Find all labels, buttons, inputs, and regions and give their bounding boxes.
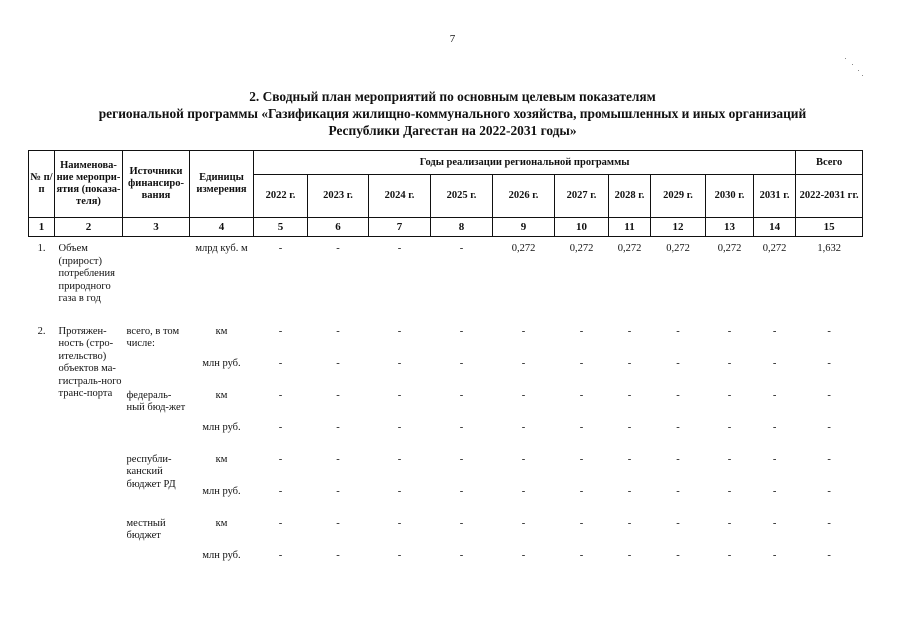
column-number: 2 (55, 218, 123, 237)
year-value: - (397, 357, 402, 369)
year-value: - (727, 485, 732, 497)
year-value: - (772, 485, 777, 497)
header-unit: Единицы измерения (190, 151, 254, 218)
header-total-period: 2022-2031 гг. (796, 175, 863, 218)
year-value: - (397, 549, 402, 561)
funding-source: республи-канский бюджет РД (126, 453, 176, 490)
year-value: - (727, 389, 732, 401)
year-value: - (727, 549, 732, 561)
year-value: - (772, 549, 777, 561)
year-value: - (397, 389, 402, 401)
header-year: 2027 г. (555, 175, 609, 218)
year-value: - (772, 421, 777, 433)
year-value: - (459, 453, 464, 465)
header-num: № п/п (29, 151, 55, 218)
year-value: 0,272 (617, 243, 642, 254)
year-value: - (336, 357, 340, 369)
targets-table (28, 150, 863, 576)
column-number: 15 (796, 218, 863, 237)
year-value: - (397, 453, 402, 465)
year-value: - (676, 357, 680, 369)
year-value: - (521, 421, 526, 433)
year-value: - (278, 549, 283, 561)
unit: млн руб. (202, 549, 241, 561)
year-value: - (676, 325, 680, 337)
total-value: - (827, 421, 831, 433)
year-value: - (459, 549, 464, 561)
year-value: - (627, 389, 632, 401)
year-value: 0,272 (762, 243, 787, 254)
year-value: - (772, 453, 777, 465)
year-value: - (579, 517, 584, 529)
unit: км (215, 453, 228, 465)
year-value: - (278, 325, 283, 337)
year-value: - (676, 453, 680, 465)
year-value: - (459, 389, 464, 401)
column-number: 13 (706, 218, 754, 237)
table-row (29, 320, 863, 352)
title-line-1: 2. Сводный план мероприятий по основным целевым показателям (249, 89, 656, 104)
header-year: 2030 г. (706, 175, 754, 218)
year-value: - (579, 357, 584, 369)
year-value: - (579, 421, 584, 433)
year-value: 0,272 (569, 243, 594, 254)
year-value: - (676, 517, 680, 529)
table-row (29, 384, 863, 416)
row-number: 2. (37, 325, 46, 337)
year-value: - (397, 485, 402, 497)
header-years-group: Годы реализации региональной программы (254, 151, 796, 175)
title-line-3: Республики Дагестан на 2022-2031 годы» (328, 123, 577, 138)
year-value: - (627, 485, 632, 497)
column-number: 8 (431, 218, 493, 237)
year-value: - (727, 421, 732, 433)
column-number: 3 (123, 218, 190, 237)
year-value: - (397, 325, 402, 337)
funding-source (123, 237, 190, 306)
year-value: - (579, 389, 584, 401)
header-year: 2028 г. (609, 175, 651, 218)
unit: млрд куб. м (195, 243, 248, 254)
unit: млн руб. (202, 357, 241, 369)
table-row (29, 448, 863, 480)
year-value: - (727, 517, 732, 529)
year-value: - (459, 517, 464, 529)
column-number: 11 (609, 218, 651, 237)
total-value: - (827, 357, 831, 369)
column-number: 9 (493, 218, 555, 237)
table-row (29, 237, 863, 306)
header-year: 2023 г. (308, 175, 369, 218)
year-value: - (278, 485, 283, 497)
column-number: 7 (369, 218, 431, 237)
year-value: - (278, 517, 283, 529)
year-value: - (336, 325, 340, 337)
year-value: - (459, 357, 464, 369)
unit: км (215, 517, 228, 529)
column-number: 14 (754, 218, 796, 237)
header-name: Наименова-ние меропри-ятия (показа-теля) (55, 151, 123, 218)
total-value: - (827, 325, 831, 337)
unit: км (215, 325, 228, 337)
year-value: - (627, 357, 632, 369)
year-value: - (772, 357, 777, 369)
column-number: 6 (308, 218, 369, 237)
column-number: 5 (254, 218, 308, 237)
year-value: - (459, 421, 464, 433)
funding-source: федераль-ный бюд-жет (126, 389, 186, 413)
title-line-2: региональной программы «Газификация жилищно-коммунального хозяйства, промышленных и иных организаций (98, 106, 807, 121)
table-row (29, 512, 863, 544)
year-value: - (336, 389, 340, 401)
year-value: - (278, 243, 283, 254)
column-number: 12 (651, 218, 706, 237)
year-value: - (521, 485, 526, 497)
year-value: - (397, 421, 402, 433)
year-value: - (627, 325, 632, 337)
total-value: 1,632 (817, 243, 841, 254)
year-value: - (727, 453, 732, 465)
year-value: - (459, 325, 464, 337)
indicator-name: Протяжен-ность (стро-ительство) объектов ма-гистраль-ного транс-порта (58, 325, 122, 399)
total-value: - (827, 549, 831, 561)
year-value: - (727, 357, 732, 369)
year-value: - (278, 357, 283, 369)
header-source: Источники финансиро-вания (123, 151, 190, 218)
year-value: - (627, 549, 632, 561)
column-number: 1 (29, 218, 55, 237)
header-year: 2022 г. (254, 175, 308, 218)
year-value: - (278, 421, 283, 433)
header-year: 2026 г. (493, 175, 555, 218)
year-value: - (579, 485, 584, 497)
unit: км (215, 389, 228, 401)
year-value: - (627, 453, 632, 465)
year-value: - (627, 517, 632, 529)
year-value: - (336, 517, 340, 529)
funding-source: всего, в том числе: (126, 325, 180, 349)
column-number: 4 (190, 218, 254, 237)
funding-source: местный бюджет (126, 517, 166, 541)
year-value: - (579, 325, 584, 337)
year-value: - (397, 243, 402, 254)
year-value: 0,272 (717, 243, 742, 254)
year-value: - (521, 549, 526, 561)
year-value: - (627, 421, 632, 433)
year-value: - (459, 243, 464, 254)
year-value: - (727, 325, 732, 337)
year-value: - (336, 243, 340, 254)
year-value: - (521, 517, 526, 529)
year-value: - (676, 421, 680, 433)
year-value: - (521, 453, 526, 465)
year-value: - (459, 485, 464, 497)
header-year: 2029 г. (651, 175, 706, 218)
unit: млн руб. (202, 485, 241, 497)
year-value: - (521, 325, 526, 337)
year-value: - (772, 389, 777, 401)
total-value: - (827, 389, 831, 401)
year-value: - (772, 325, 777, 337)
year-value: - (521, 389, 526, 401)
row-spacer (29, 306, 863, 320)
header-year: 2031 г. (754, 175, 796, 218)
year-value: - (579, 453, 584, 465)
year-value: - (676, 485, 680, 497)
year-value: - (278, 453, 283, 465)
year-value: - (278, 389, 283, 401)
year-value: 0,272 (666, 243, 690, 254)
year-value: - (772, 517, 777, 529)
year-value: - (521, 357, 526, 369)
year-value: 0,272 (511, 243, 536, 254)
page-number: 7 (449, 33, 456, 45)
unit: млн руб. (202, 421, 241, 433)
header-year: 2025 г. (431, 175, 493, 218)
document-title (0, 88, 905, 139)
total-value: - (827, 517, 831, 529)
year-value: - (336, 485, 340, 497)
header-total: Всего (796, 151, 863, 175)
year-value: - (336, 453, 340, 465)
column-number: 10 (555, 218, 609, 237)
indicator-name: Объем (прирост) потребления природного газа в год (58, 243, 115, 304)
year-value: - (676, 549, 680, 561)
year-value: - (397, 517, 402, 529)
year-value: - (676, 389, 680, 401)
spacer-cell (29, 306, 863, 320)
total-value: - (827, 453, 831, 465)
year-value: - (579, 549, 584, 561)
header-year: 2024 г. (369, 175, 431, 218)
year-value: - (336, 421, 340, 433)
row-number: 1. (37, 243, 46, 254)
year-value: - (336, 549, 340, 561)
total-value: - (827, 485, 831, 497)
